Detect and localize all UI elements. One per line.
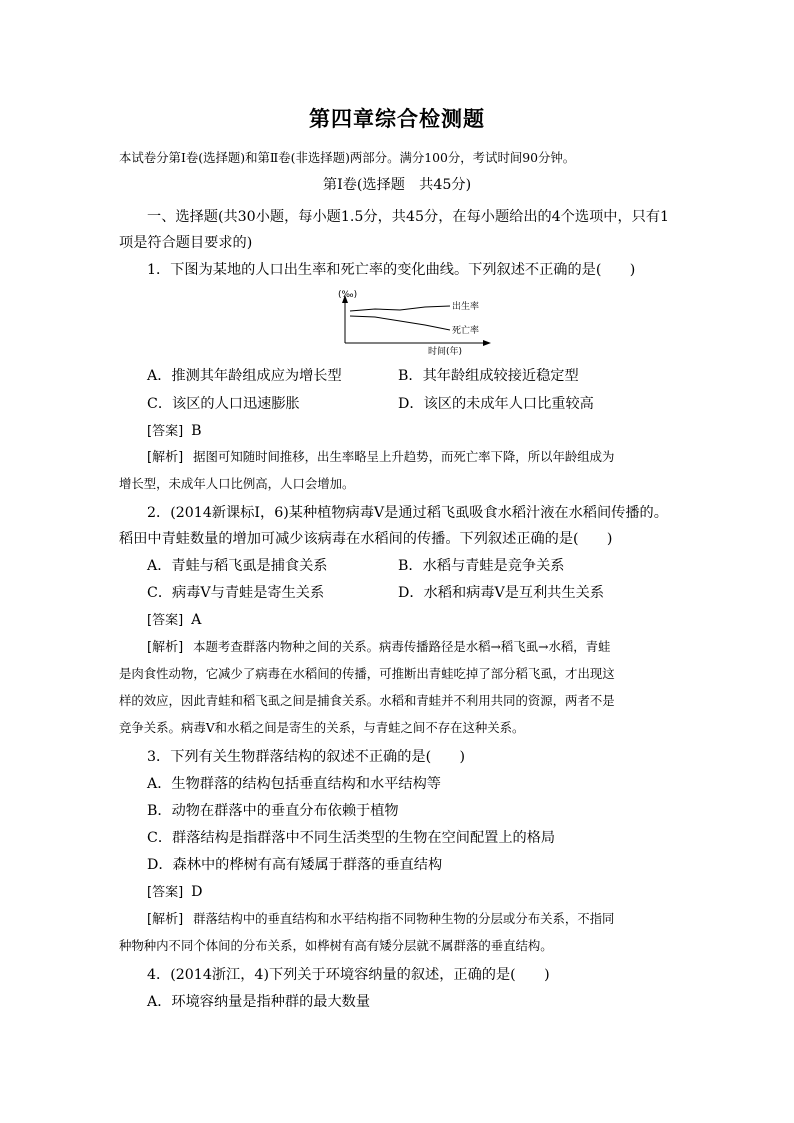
- death-rate-label: 死亡率: [452, 326, 480, 336]
- q1-answer: [147, 421, 202, 442]
- q2-option-d: D．水稻和病毒Ⅴ是互利共生关系: [398, 585, 605, 601]
- question-3-stem: 3．下列有关生物群落结构的叙述不正确的是( ): [147, 749, 466, 765]
- analysis-tag: [解析]: [147, 912, 184, 927]
- q3-analysis-line-2: 种物种内不同个体间的分布关系，如桦树有高有矮分层就不属群落的垂直结构。: [119, 938, 553, 953]
- question-1-stem: 1．下图为某地的人口出生率和死亡率的变化曲线。下列叙述不正确的是( ): [147, 262, 636, 278]
- q2-analysis-line-2: 是肉食性动物，它减少了病毒在水稻间的传播，可推断出青蛙吃掉了部分稻飞虱，才出现这: [119, 666, 615, 681]
- section-heading: 第Ⅰ卷(选择题 共45分): [322, 177, 472, 193]
- q1-option-d: D．该区的未成年人口比重较高: [398, 396, 594, 412]
- q2-analysis-line-4: 竞争关系。病毒Ⅴ和水稻之间是寄生的关系，与青蛙之间不存在这种关系。: [119, 720, 525, 735]
- analysis-tag: [解析]: [147, 450, 184, 465]
- answer-value: B: [191, 423, 202, 439]
- analysis-text: 据图可知随时间推移，出生率略呈上升趋势，而死亡率下降，所以年龄组成为: [193, 449, 615, 464]
- q3-option-a: A．生物群落的结构包括垂直结构和水平结构等: [147, 776, 441, 792]
- q2-analysis-line-1: [147, 637, 610, 658]
- birth-rate-label: 出生率: [452, 302, 480, 312]
- answer-tag: [答案]: [147, 885, 184, 900]
- q3-analysis-line-1: [147, 909, 614, 930]
- q2-option-b: B．水稻与青蛙是竞争关系: [398, 558, 565, 574]
- figure-xlabel: 时间(年): [428, 347, 463, 357]
- answer-value: A: [191, 612, 202, 628]
- q1-analysis-line-1: [147, 447, 614, 468]
- q1-option-c: C．该区的人口迅速膨胀: [147, 396, 300, 412]
- analysis-text: 本题考查群落内物种之间的关系。病毒传播路径是水稻→稻飞虱→水稻，青蛙: [193, 639, 611, 654]
- answer-tag: [答案]: [147, 424, 184, 439]
- q4-option-a: A．环境容纳量是指种群的最大数量: [147, 994, 371, 1010]
- q2-analysis-line-3: 样的效应，因此青蛙和稻飞虱之间是捕食关系。水稻和青蛙并不利用共同的资源，两者不是: [119, 693, 615, 708]
- birth-death-rate-figure: [330, 285, 500, 357]
- q2-option-c: C．病毒Ⅴ与青蛙是寄生关系: [147, 585, 325, 601]
- q2-answer: [147, 610, 201, 631]
- question-2-stem-1: 2．(2014新课标Ⅰ，6)某种植物病毒Ⅴ是通过稻飞虱吸食水稻汁液在水稻间传播的。: [147, 505, 668, 521]
- death-rate-line: [350, 316, 450, 330]
- instruction-line-1: 一、选择题(共30小题，每小题1.5分，共45分，在每小题给出的4个选项中，只有1: [147, 209, 670, 225]
- q1-option-b: B．其年龄组成较接近稳定型: [398, 368, 579, 384]
- answer-tag: [答案]: [147, 613, 184, 628]
- instruction-line-2: 项是符合题目要求的): [119, 235, 253, 251]
- question-4-stem: 4．(2014浙江，4)下列关于环境容纳量的叙述，正确的是( ): [147, 967, 550, 983]
- question-2-stem-2: 稻田中青蛙数量的增加可减少该病毒在水稻间的传播。下列叙述正确的是( ): [119, 531, 613, 547]
- figure-ylabel: (‰): [338, 290, 358, 300]
- answer-value: D: [191, 884, 203, 900]
- q3-option-d: D．森林中的桦树有高有矮属于群落的垂直结构: [147, 857, 443, 873]
- q1-option-a: A．推测其年龄组成应为增长型: [147, 368, 342, 384]
- page-title: 第四章综合检测题: [309, 107, 485, 131]
- q3-option-c: C．群落结构是指群落中不同生活类型的生物在空间配置上的格局: [147, 830, 556, 846]
- analysis-tag: [解析]: [147, 640, 184, 655]
- q3-option-b: B．动物在群落中的垂直分布依赖于植物: [147, 803, 399, 819]
- q2-option-a: A．青蛙与稻飞虱是捕食关系: [147, 558, 328, 574]
- birth-rate-line: [350, 306, 450, 311]
- analysis-text: 群落结构中的垂直结构和水平结构指不同物种生物的分层或分布关系，不指同: [193, 911, 615, 926]
- exam-intro: 本试卷分第Ⅰ卷(选择题)和第Ⅱ卷(非选择题)两部分。满分100分，考试时间90分钟。: [119, 150, 576, 165]
- q1-analysis-line-2: 增长型，未成年人口比例高，人口会增加。: [119, 476, 355, 491]
- q3-answer: [147, 882, 203, 903]
